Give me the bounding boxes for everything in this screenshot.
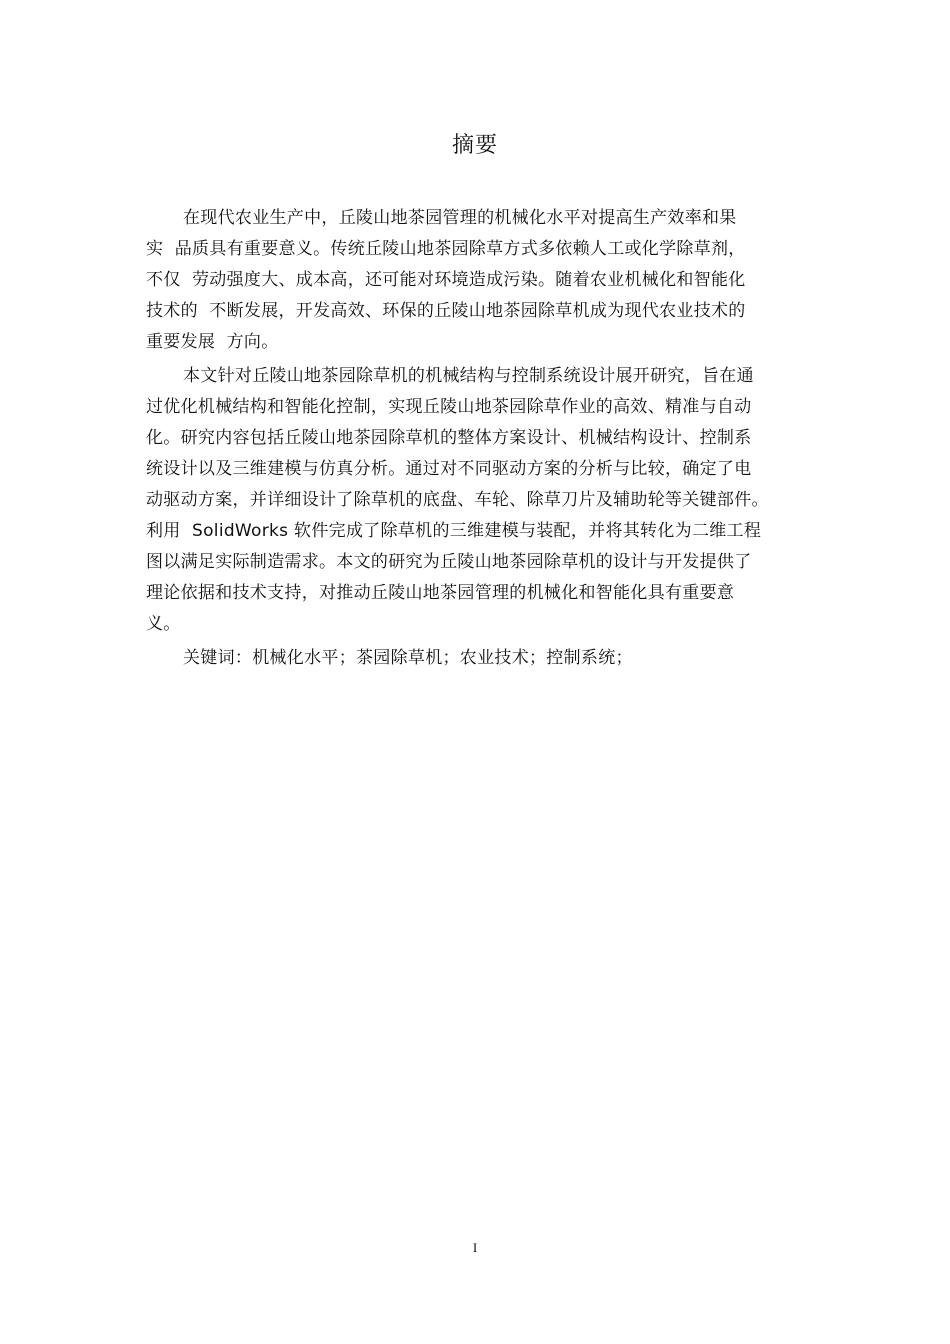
- paragraph-line: 实 品质具有重要意义。传统丘陵山地茶园除草方式多依赖人工或化学除草剂，: [146, 239, 746, 259]
- paragraph-line: 不仅 劳动强度大、成本高，还可能对环境造成污染。随着农业机械化和智能化: [146, 270, 746, 290]
- paragraph-line: 过优化机械结构和智能化控制，实现丘陵山地茶园除草作业的高效、精准与自动: [146, 397, 752, 417]
- paragraph-line: 统设计以及三维建模与仿真分析。通过对不同驱动方案的分析与比较，确定了电: [146, 459, 752, 479]
- abstract-body: [146, 203, 810, 674]
- paragraph-line: 在现代农业生产中，丘陵山地茶园管理的机械化水平对提高生产效率和果: [183, 208, 737, 228]
- paragraph-line: 本文针对丘陵山地茶园除草机的机械结构与控制系统设计展开研究，旨在通: [183, 366, 754, 386]
- paragraph-line: 重要发展 方向。: [146, 332, 279, 352]
- keywords-line: 关键词：机械化水平；茶园除草机；农业技术；控制系统；: [183, 648, 633, 668]
- paragraph-2: [146, 361, 810, 640]
- paragraph-line: 化。研究内容包括丘陵山地茶园除草机的整体方案设计、机械结构设计、控制系: [146, 428, 752, 448]
- paragraph-line: 图以满足实际制造需求。本文的研究为丘陵山地茶园除草机的设计与开发提供了: [146, 552, 752, 572]
- paragraph-line: 利用 SolidWorks 软件完成了除草机的三维建模与装配，并将其转化为二维工程: [146, 521, 762, 541]
- abstract-title: 摘要: [451, 133, 498, 158]
- page-number: I: [472, 1240, 478, 1255]
- paragraph-line: 理论依据和技术支持，对推动丘陵山地茶园管理的机械化和智能化具有重要意: [146, 583, 735, 603]
- paragraph-line: 义。: [146, 614, 181, 634]
- paragraph-line: 技术的 不断发展，开发高效、环保的丘陵山地茶园除草机成为现代农业技术的: [146, 301, 746, 321]
- paragraph-line: 动驱动方案，并详细设计了除草机的底盘、车轮、除草刀片及辅助轮等关键部件。: [146, 490, 769, 510]
- paragraph-1: [146, 203, 810, 358]
